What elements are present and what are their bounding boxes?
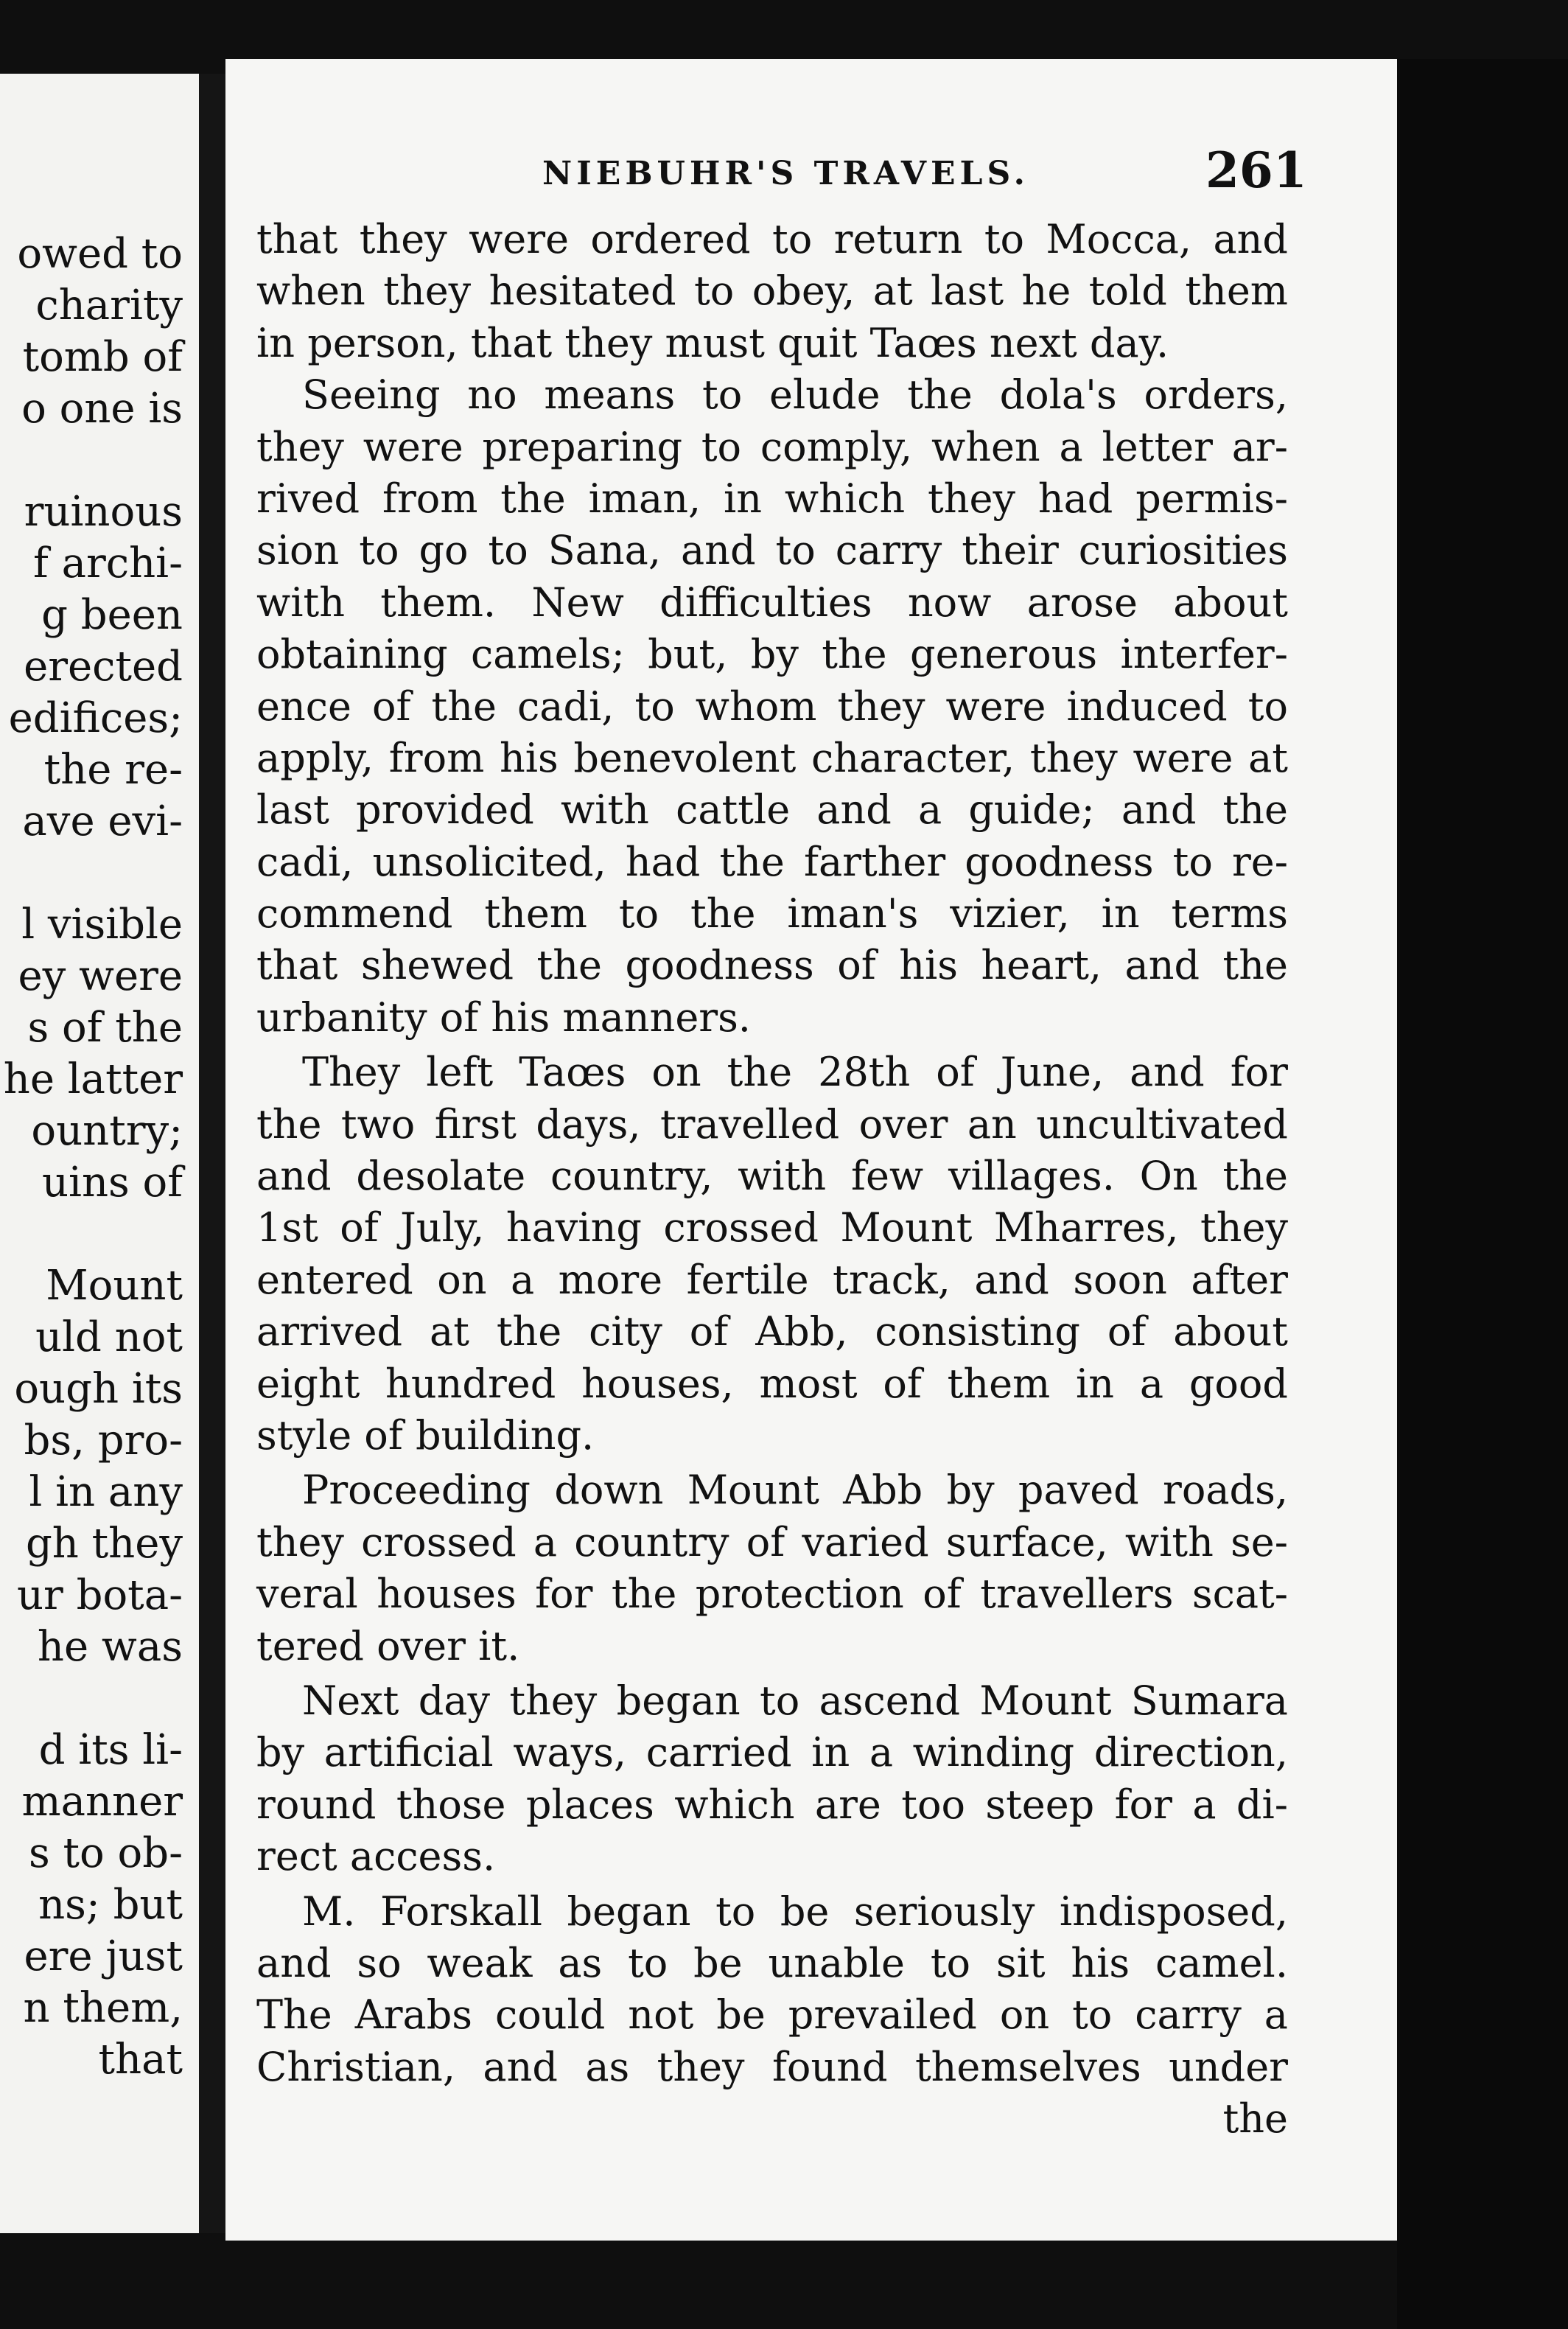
facing-page-left [0, 74, 199, 2233]
facing-line: he was [37, 1623, 183, 1671]
facing-line: that [98, 2036, 183, 2084]
text-line: rect access. [256, 1833, 496, 1880]
facing-line: charity [35, 282, 183, 329]
text-line: tered over it. [256, 1622, 520, 1669]
text-line: in person, that they must quit Taœs next day. [256, 319, 1169, 366]
text-line: last provided with cattle and a guide; and the [256, 786, 1288, 834]
text-line: ence of the cadi, to whom they were induced to [256, 682, 1288, 730]
book-gutter [199, 74, 225, 2233]
body-text [256, 214, 1288, 2145]
text-line: apply, from his benevolent character, they were at [256, 734, 1288, 781]
facing-line: ey were [18, 952, 183, 1000]
facing-line: ere just [24, 1932, 183, 1980]
facing-line: ountry; [31, 1107, 183, 1155]
text-line: the two first days, travelled over an uncultivated [256, 1100, 1288, 1148]
text-line: The Arabs could not be prevailed on to carry a [256, 1991, 1288, 2039]
facing-line: n them, [23, 1984, 183, 2032]
running-head [225, 142, 1397, 214]
facing-line: ur bota- [16, 1571, 183, 1619]
facing-line: ough its [14, 1365, 183, 1413]
page-number: 261 [1205, 142, 1307, 199]
text-line: urbanity of his manners. [256, 994, 751, 1041]
text-line: and so weak as to be unable to sit his camel. [256, 1939, 1288, 1986]
text-line: that shewed the goodness of his heart, and the [256, 942, 1288, 989]
text-line: Proceeding down Mount Abb by paved roads, [302, 1467, 1288, 1514]
text-line: round those places which are too steep for a di- [256, 1781, 1288, 1828]
facing-line: l in any [29, 1468, 183, 1516]
page-right [225, 59, 1397, 2241]
facing-line: s of the [27, 1004, 183, 1052]
facing-line: tomb of [22, 333, 183, 381]
text-line: 1st of July, having crossed Mount Mharres, they [256, 1204, 1288, 1251]
text-line: style of building. [256, 1411, 595, 1459]
text-line: commend them to the iman's vizier, in terms [256, 890, 1288, 937]
text-line: They left Taœs on the 28th of June, and for [302, 1049, 1288, 1096]
facing-line: bs, pro- [24, 1417, 183, 1464]
facing-line: l visible [21, 901, 183, 949]
facing-line: manner [21, 1778, 183, 1826]
text-line: rived from the iman, in which they had permis- [256, 475, 1288, 522]
facing-line: edifices; [8, 694, 183, 742]
facing-line: ruinous [24, 488, 183, 536]
text-line: Next day they began to ascend Mount Sumara [302, 1677, 1288, 1724]
text-line: Seeing no means to elude the dola's orders, [302, 371, 1288, 419]
text-line: they crossed a country of varied surface, with se- [256, 1518, 1288, 1565]
facing-line: d its li- [38, 1726, 183, 1774]
text-line: they were preparing to comply, when a letter ar- [256, 423, 1288, 470]
text-line: with them. New difficulties now arose about [256, 579, 1288, 626]
catchword: the [1222, 2095, 1288, 2143]
facing-line: ns; but [38, 1881, 183, 1929]
facing-line: uins of [41, 1159, 183, 1207]
facing-line: gh they [25, 1520, 183, 1568]
text-line: entered on a more fertile track, and soon after [256, 1256, 1288, 1303]
facing-line: g been [41, 591, 183, 639]
text-line: and desolate country, with few villages. On the [256, 1153, 1288, 1200]
text-line: by artificial ways, carried in a winding direction, [256, 1729, 1288, 1776]
facing-line: erected [24, 643, 183, 691]
facing-line: uld not [35, 1313, 183, 1361]
text-line: when they hesitated to obey, at last he told them [256, 268, 1288, 315]
text-line: veral houses for the protection of travellers scat- [256, 1571, 1288, 1618]
text-line: M. Forskall began to be seriously indisposed, [302, 1888, 1288, 1935]
text-line: arrived at the city of Abb, consisting of about [256, 1308, 1288, 1355]
facing-line: he latter [3, 1055, 183, 1103]
scan-border-right [1397, 59, 1568, 2329]
running-title: NIEBUHR'S TRAVELS. [542, 155, 1029, 192]
text-line: obtaining camels; but, by the generous interfer- [256, 631, 1288, 678]
facing-line: Mount [46, 1262, 183, 1310]
facing-line: owed to [17, 230, 183, 278]
facing-line: s to ob- [28, 1829, 183, 1877]
text-line: Christian, and as they found themselves under [256, 2043, 1288, 2090]
facing-line: ave evi- [22, 797, 183, 845]
facing-line: the re- [43, 746, 183, 794]
facing-line: o one is [21, 385, 183, 433]
text-line: eight hundred houses, most of them in a good [256, 1360, 1288, 1407]
text-line: that they were ordered to return to Mocca, and [256, 216, 1288, 262]
facing-line: f archi- [33, 540, 183, 587]
text-line: sion to go to Sana, and to carry their curiosities [256, 527, 1288, 574]
text-line: cadi, unsolicited, had the farther goodness to re- [256, 838, 1288, 885]
